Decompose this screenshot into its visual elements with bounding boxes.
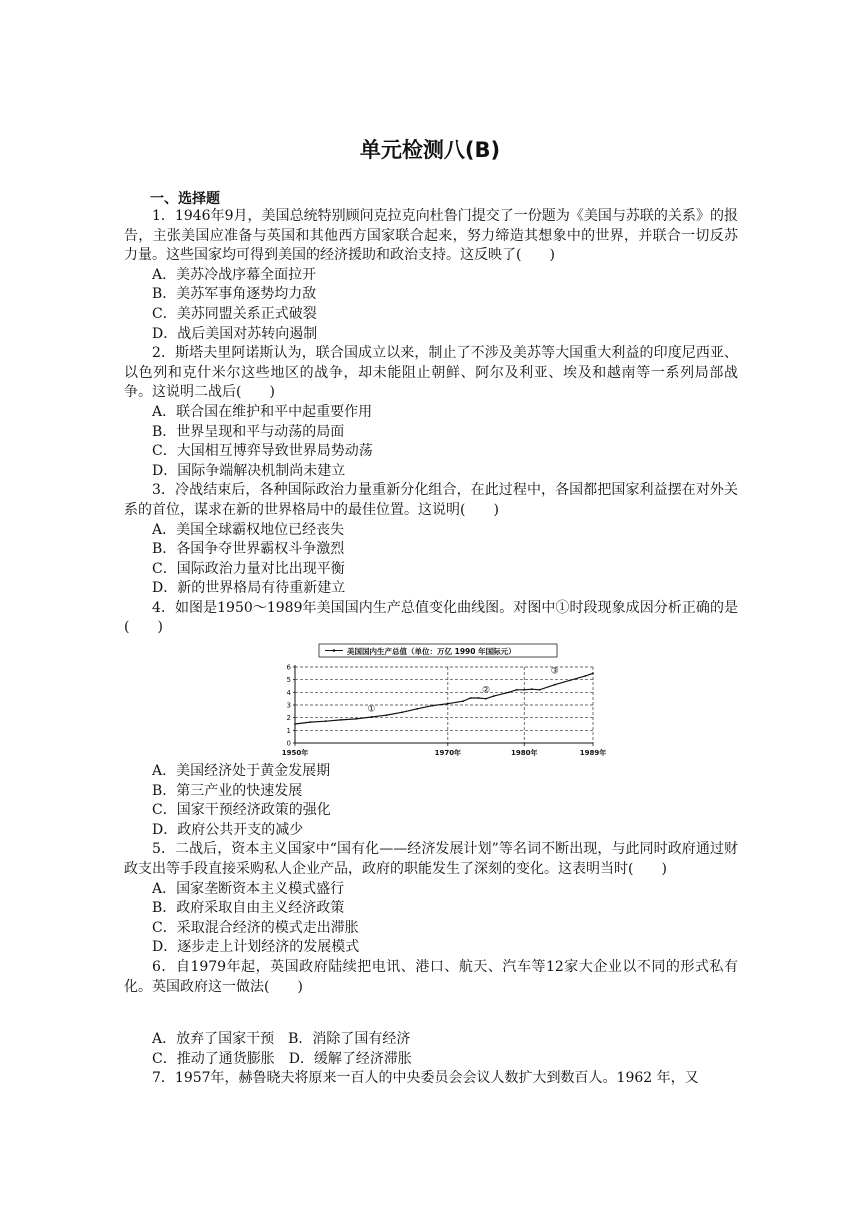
option: D．逐步走上计划经济的发展模式 <box>152 939 360 956</box>
question-7 <box>124 1069 738 1089</box>
data-point <box>554 684 556 686</box>
data-point <box>516 689 518 691</box>
option: A．美苏冷战序幕全面拉开 <box>152 266 317 283</box>
data-point <box>485 698 487 700</box>
period-annotation: ① <box>367 704 376 715</box>
x-tick-label: 1989年 <box>579 749 607 758</box>
question-stem: 7．1957年，赫鲁晓夫将原来一百人的中央委员会会议人数扩大到数百人。1962 年，又 <box>152 1070 699 1087</box>
option: D．政府公共开支的减少 <box>152 821 304 838</box>
data-point <box>470 697 472 699</box>
y-tick-label: 3 <box>286 701 291 710</box>
legend-text: 美国国内生产总值（单位：万亿 1990 年国际元） <box>347 647 516 657</box>
data-point <box>585 675 587 677</box>
question-list <box>124 207 738 1089</box>
question-3 <box>124 481 738 599</box>
option: A．美国全球霸权地位已经丧失 <box>152 521 345 538</box>
option: B．政府采取自由主义经济政策 <box>152 900 345 917</box>
data-point <box>539 689 541 691</box>
data-point <box>478 697 480 699</box>
data-point <box>416 708 418 710</box>
question-stem: 2．斯塔夫里阿诺斯认为，联合国成立以来，制止了不涉及美苏等大国重大利益的印度尼西亚、以色列和克什米尔这些地区的战争，却未能阻止朝鲜、阿尔及利亚、埃及和越南等一系列局部战争。这说明二战后( ) <box>124 345 738 401</box>
question-5 <box>124 840 738 958</box>
x-tick-label: 1970年 <box>434 749 462 758</box>
option: A．联合国在维护和平中起重要作用 <box>152 403 373 420</box>
question-6 <box>124 958 738 1069</box>
data-point <box>386 714 388 716</box>
data-point <box>523 689 525 691</box>
option: B．美苏军事角逐势均力敌 <box>152 286 317 303</box>
data-point <box>592 672 594 674</box>
data-point <box>401 711 403 713</box>
legend-point-marker <box>333 649 336 652</box>
option: C．美苏同盟关系正式破裂 <box>152 305 317 322</box>
option: B．各国争夺世界霸权斗争激烈 <box>152 541 345 558</box>
option: D．国际争端解决机制尚未建立 <box>152 462 346 479</box>
question-4 <box>124 599 738 841</box>
option: C．国家干预经济政策的强化 <box>152 802 331 819</box>
period-annotation: ② <box>481 685 491 696</box>
question-2 <box>124 344 738 481</box>
gdp-series-line <box>295 673 593 724</box>
data-point <box>325 720 327 722</box>
option-row: A．放弃了国家干预 B．消除了国有经济 <box>152 1031 411 1048</box>
y-tick-label: 0 <box>286 739 291 748</box>
data-point <box>294 723 296 725</box>
page-title: 单元检测八(B) <box>359 138 501 162</box>
option: C．大国相互博弈导致世界局势动荡 <box>152 443 373 460</box>
data-point <box>531 688 533 690</box>
x-tick-label: 1950年 <box>281 749 309 758</box>
question-stem: 3．冷战结束后，各种国际政治力量重新分化组合，在此过程中，各国都把国家利益摆在对外关系的首位，谋求在新的世界格局中的最佳位置。这说明( ) <box>124 482 738 518</box>
data-point <box>340 719 342 721</box>
question-stem: 4．如图是1950～1989年美国国内生产总值变化曲线图。对图中①时段现象成因分析正确的是( ) <box>124 599 738 636</box>
data-point <box>462 700 464 702</box>
blank-space <box>124 997 738 1030</box>
y-tick-label: 5 <box>286 676 291 685</box>
x-tick-label: 1980年 <box>510 749 538 758</box>
chart-svg <box>281 641 611 759</box>
period-annotation: ③ <box>550 666 559 677</box>
data-point <box>309 721 311 723</box>
option-row: C．推动了通货膨胀 D．缓解了经济滞胀 <box>152 1050 412 1067</box>
data-point <box>508 691 510 693</box>
data-point <box>432 705 434 707</box>
option: B．世界呈现和平与动荡的局面 <box>152 423 345 440</box>
gdp-line-chart <box>281 641 611 759</box>
y-tick-label: 4 <box>286 688 291 697</box>
option: C．国际政治力量对比出现平衡 <box>152 560 345 577</box>
data-point <box>371 716 373 718</box>
question-stem: 6．自1979年起，英国政府陆续把电讯、港口、航天、汽车等12家大企业以不同的形式私有化。英国政府这一做法( ) <box>124 959 738 995</box>
y-tick-label: 1 <box>286 726 291 735</box>
section-heading: 一、选择题 <box>150 191 220 207</box>
option: A．美国经济处于黄金发展期 <box>152 763 331 780</box>
option: D．战后美国对苏转向遏制 <box>152 325 318 342</box>
data-point <box>447 703 449 705</box>
option: D．新的世界格局有待重新建立 <box>152 580 346 597</box>
y-tick-label: 6 <box>286 663 291 672</box>
question-stem: 5．二战后，资本主义国家中“国有化——经济发展计划”等名词不断出现，与此同时政府通过财政支出等手段直接采购私人企业产品，政府的职能发生了深刻的变化。这表明当时( ) <box>124 841 738 878</box>
option: C．采取混合经济的模式走出滞胀 <box>152 919 359 936</box>
option: B．第三产业的快速发展 <box>152 782 303 799</box>
data-point <box>355 718 357 720</box>
data-point <box>493 695 495 697</box>
question-stem: 1．1946年9月，美国总统特别顾问克拉克向杜鲁门提交了一份题为《美国与苏联的关系》的报告，主张美国应准备与英国和其他西方国家联合起来，努力缔造其想象中的世界，并联合一切反苏力量。这些国家均可得到美国的经济援助和政治支持。这反映了( ) <box>124 208 738 264</box>
question-1 <box>124 207 738 344</box>
y-tick-label: 2 <box>286 714 291 723</box>
option: A．国家垄断资本主义模式盛行 <box>152 880 345 897</box>
data-point <box>569 679 571 681</box>
